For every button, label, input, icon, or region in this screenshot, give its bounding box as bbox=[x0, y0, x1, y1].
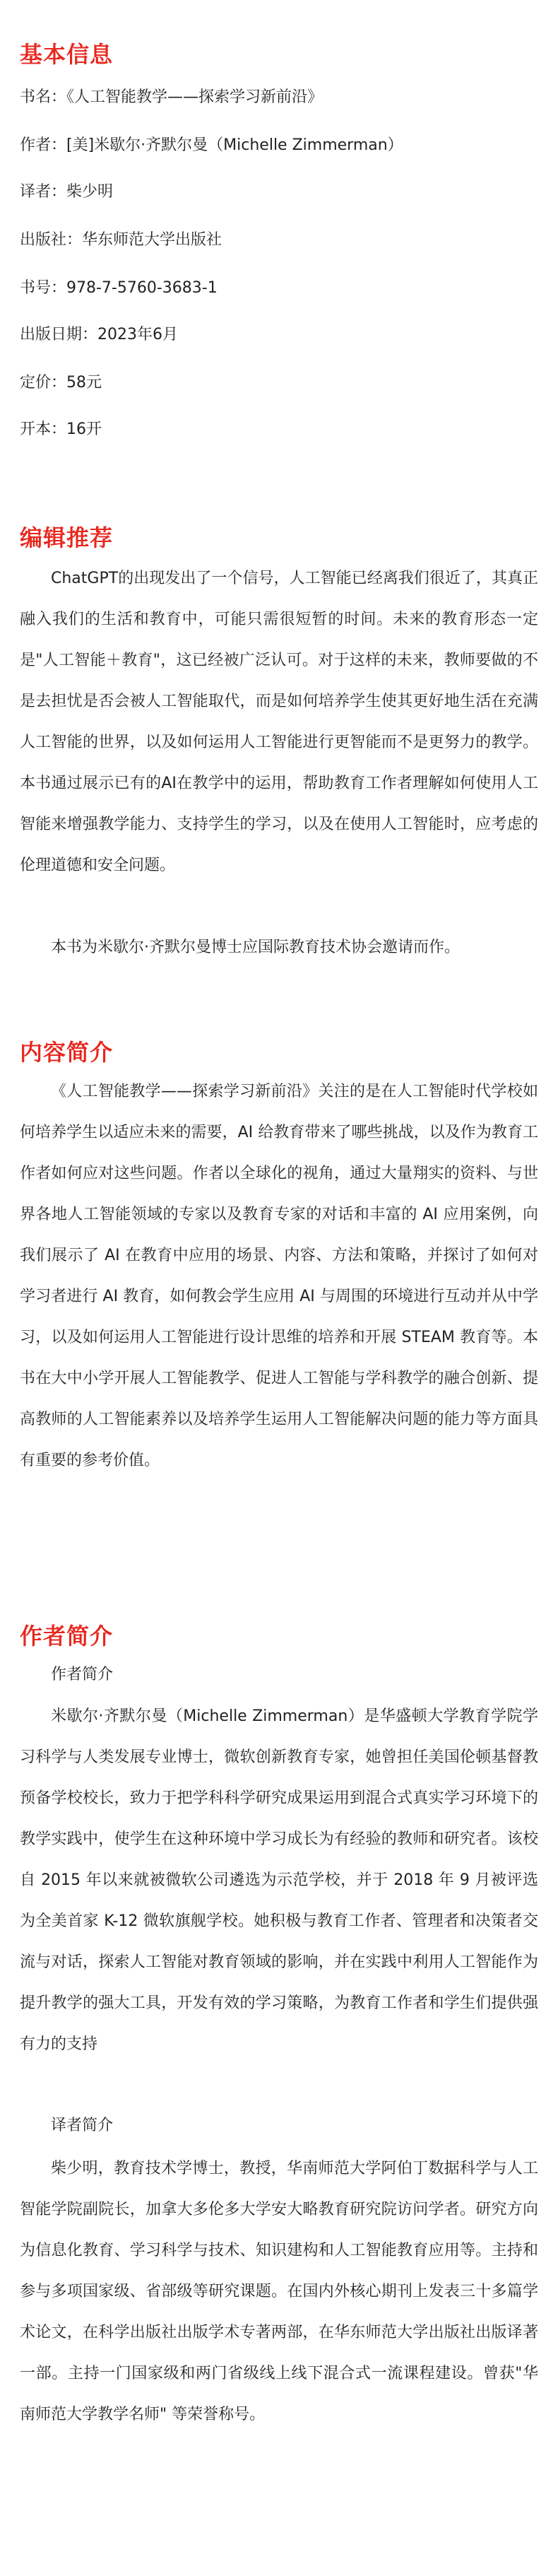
author-line: 作者：[美]米歇尔·齐默尔曼（Michelle Zimmerman） bbox=[20, 136, 403, 154]
translator-line: 译者：柴少明 bbox=[20, 183, 114, 201]
format-line: 开本：16开 bbox=[20, 420, 102, 438]
price-line: 定价：58元 bbox=[20, 374, 102, 392]
translator-sub-heading: 译者简介 bbox=[51, 2117, 114, 2134]
editor-recommend-heading: 编辑推荐 bbox=[20, 524, 114, 551]
author-bio-paragraph: 米歇尔·齐默尔曼（Michelle Zimmerman）是华盛顿大学教育学院学习科学与人类发展专业博士，微软创新教育专家，她曾担任美国伦顿基督教预备学校校长，致力于把学科科学研究成果运用到混合式真实学习环境下的教学实践中，使学生在这种环境中学习成长为有经验的教师和研究者。该校自 2015 年以来就被微软公司遴选为示范学校，并于 2018 年 9 月被评选为全美首家 K-12 微软旗舰学校。她积极与教育工作者、管理者和决策者交流与对话，探索人工智能对教育领域的影响，并在实践中利用人工智能作为提升教学的强大工具，开发有效的学习策略，为教育工作者和学生们提供强有力的支持 bbox=[20, 1707, 538, 2053]
publisher-line: 出版社：华东师范大学出版社 bbox=[20, 231, 222, 249]
content-summary-heading: 内容简介 bbox=[20, 1039, 114, 1066]
isbn-line: 书号：978-7-5760-3683-1 bbox=[20, 279, 218, 297]
book-title-line: 书名：《人工智能教学——探索学习新前沿》 bbox=[20, 88, 323, 106]
authors-heading: 作者简介 bbox=[20, 1623, 114, 1649]
content-summary-paragraph: 《人工智能教学——探索学习新前沿》关注的是在人工智能时代学校如何培养学生以适应未来的需要，AI 给教育带来了哪些挑战，以及作为教育工作者如何应对这些问题。作者以全球化的视角，通过大量翔实的资料、与世界各地人工智能领域的专家以及教育专家的对话和丰富的 AI 应用案例，向我们展示了 AI 在教育中应用的场景、内容、方法和策略，并探讨了如何对学习者进行 AI 教育，如何教会学生应用 AI 与周围的环境进行互动并从中学习，以及如何运用人工智能进行设计思维的培养和开展 STEAM 教育等。本书在大中小学开展人工智能教学、促进人工智能与学科教学的融合创新、提高教师的人工智能素养以及培养学生运用人工智能解决问题的能力等方面具有重要的参考价值。 bbox=[20, 1083, 538, 1469]
translator-bio-paragraph: 柴少明，教育技术学博士，教授，华南师范大学阿伯丁数据科学与人工智能学院副院长，加拿大多伦多大学安大略教育研究院访问学者。研究方向为信息化教育、学习科学与技术、知识建构和人工智能教育应用等。主持和参与多项国家级、省部级等研究课题。在国内外核心期刊上发表三十多篇学术论文，在科学出版社出版学术专著两部，在华东师范大学出版社出版译著一部。主持一门国家级和两门省级线上线下混合式一流课程建设。曾获"华南师范大学教学名师" 等荣誉称号。 bbox=[20, 2160, 538, 2423]
editor-recommend-paragraph: ChatGPT的出现发出了一个信号，人工智能已经离我们很近了，其真正融入我们的生活和教育中，可能只需很短暂的时间。未来的教育形态一定是"人工智能＋教育"，这已经被广泛认可。对于这样的未来，教师要做的不是去担忧是否会被人工智能取代，而是如何培养学生使其更好地生活在充满人工智能的世界，以及如何运用人工智能进行更智能而不是更努力的教学。本书通过展示已有的AI在教学中的运用，帮助教育工作者理解如何使用人工智能来增强教学能力、支持学生的学习，以及在使用人工智能时，应考虑的伦理道德和安全问题。 bbox=[20, 570, 538, 874]
editor-recommend-note: 本书为米歇尔·齐默尔曼博士应国际教育技术协会邀请而作。 bbox=[51, 939, 460, 956]
basic-info-heading: 基本信息 bbox=[20, 41, 114, 68]
author-sub-heading: 作者简介 bbox=[51, 1666, 114, 1683]
date-line: 出版日期：2023年6月 bbox=[20, 326, 178, 343]
